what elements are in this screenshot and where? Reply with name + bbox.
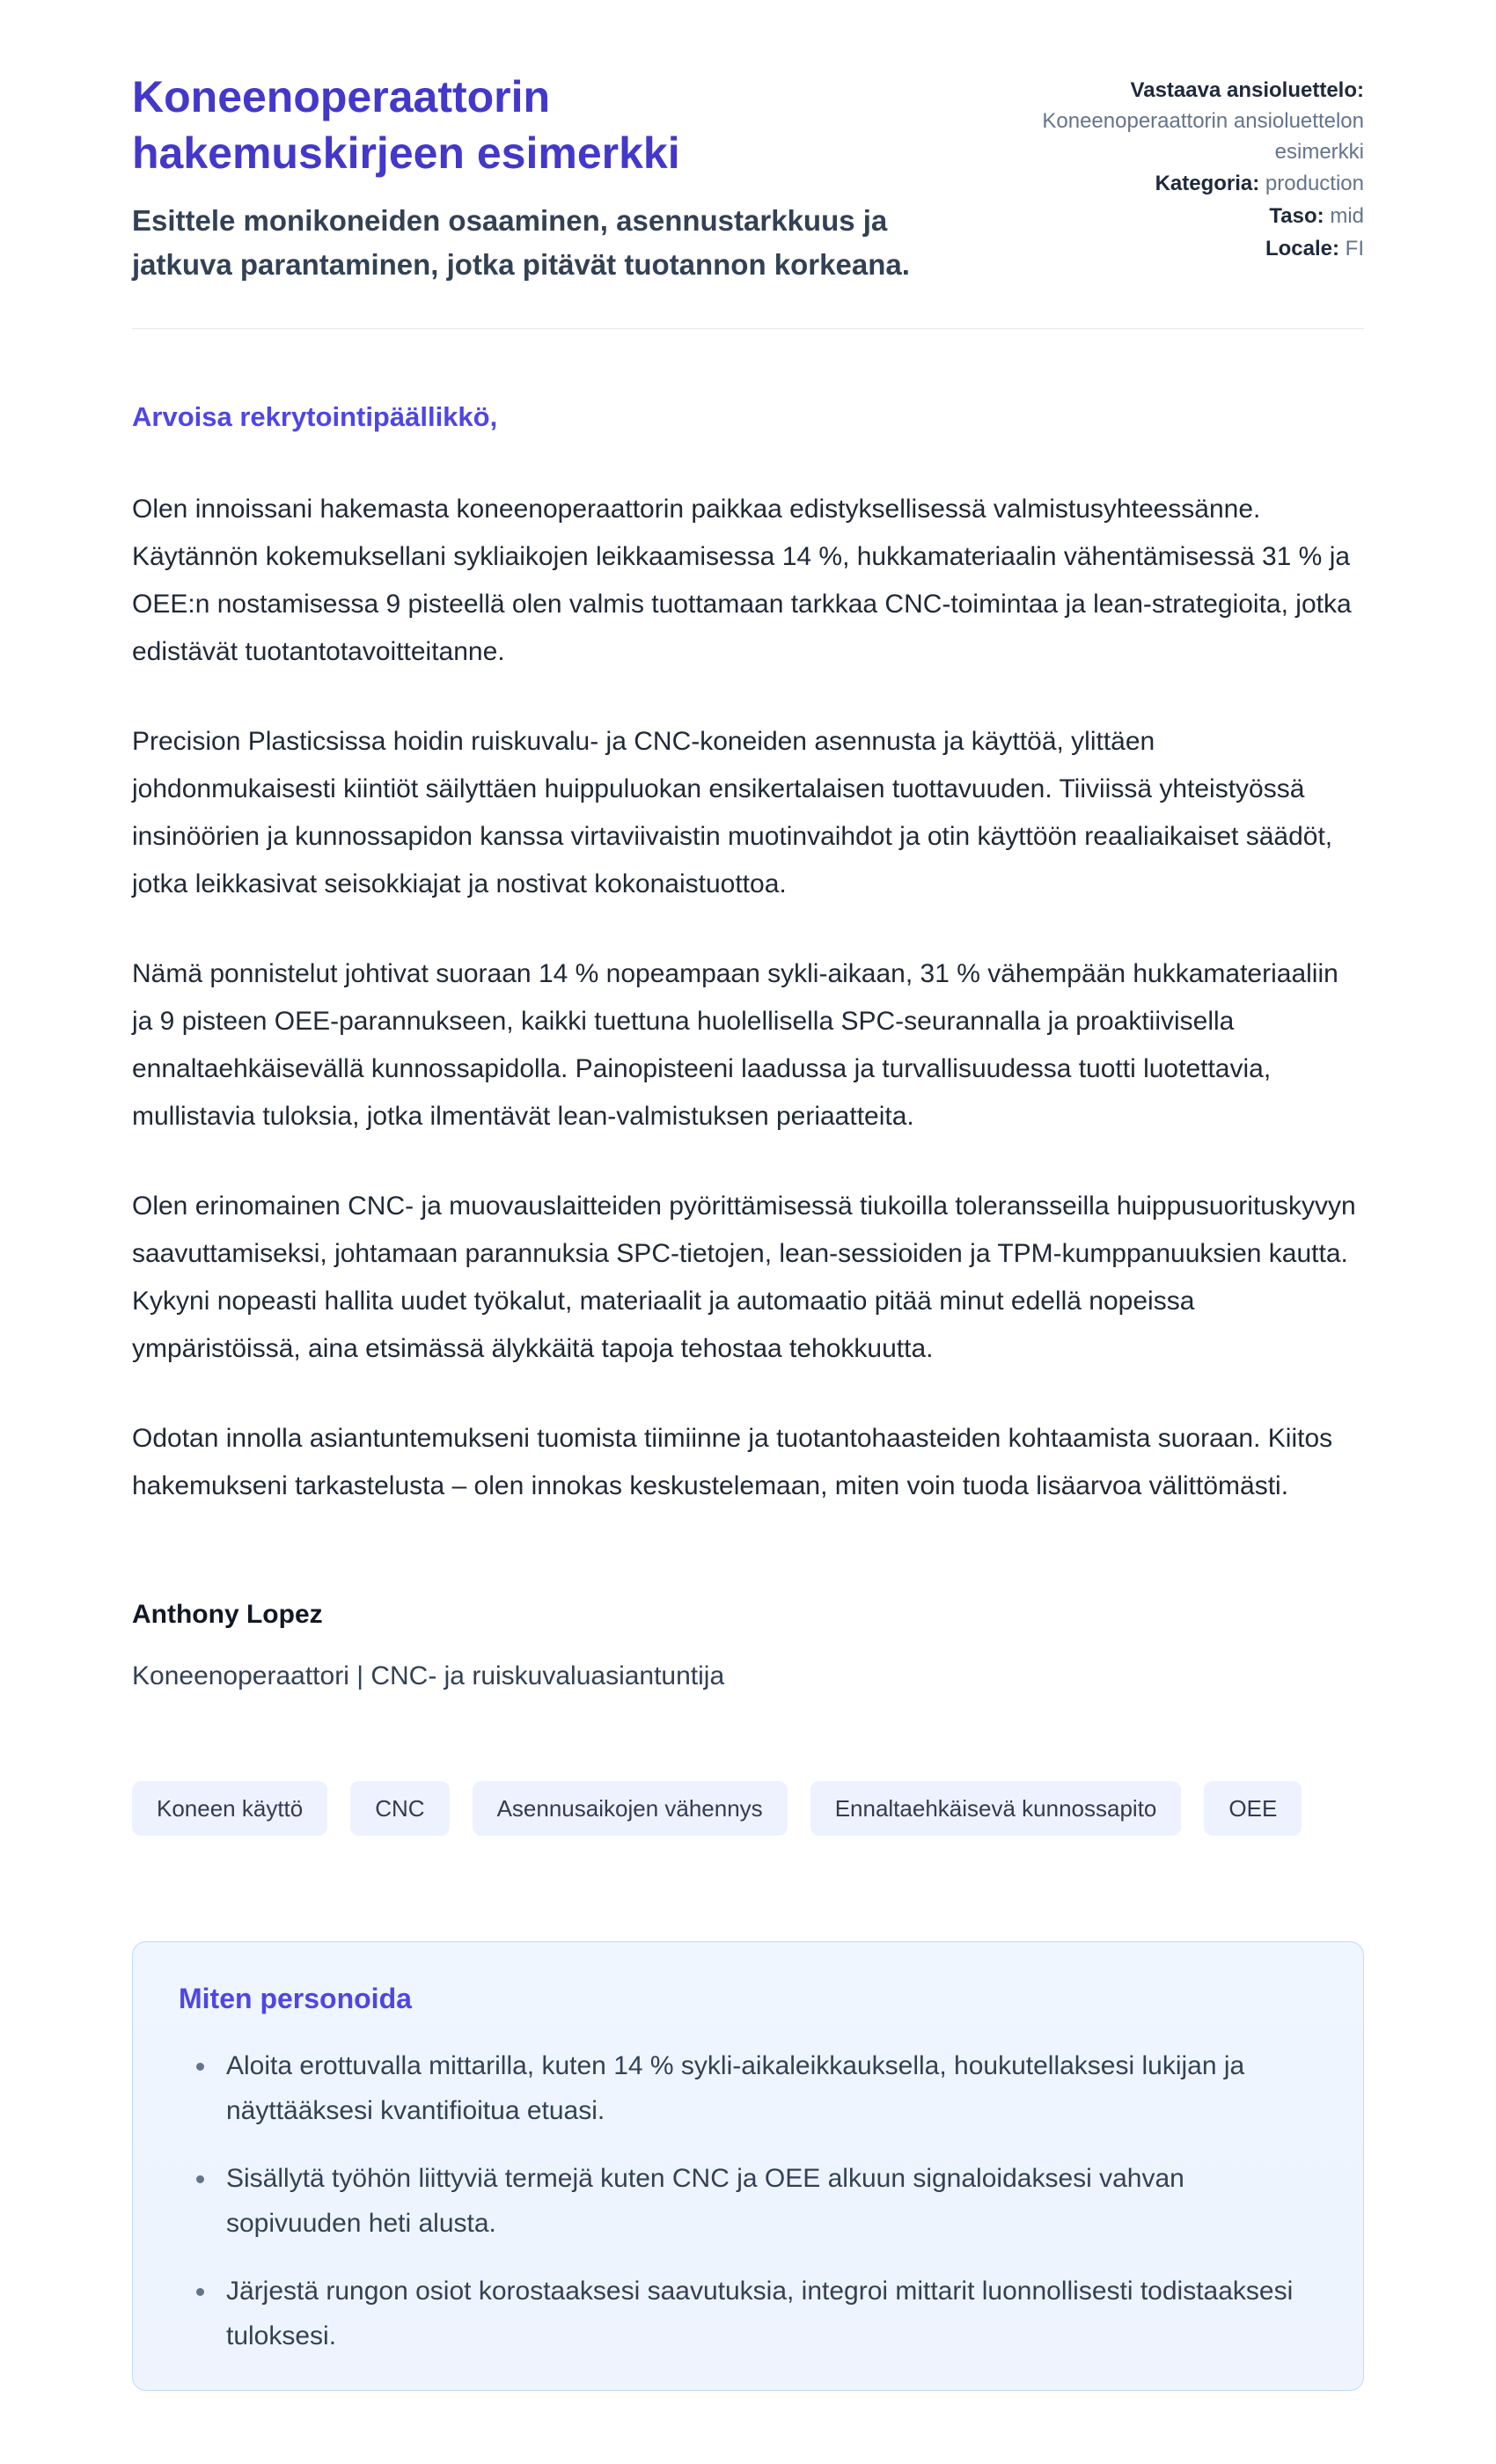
skill-tag: CNC	[350, 1781, 449, 1836]
meta-category-value: production	[1265, 172, 1364, 196]
letter-signature	[132, 1591, 1364, 1700]
letter-paragraph: Olen innoissani hakemasta koneenoperaattorin paikkaa edistyksellisessä valmistusyhteessänne. Käytännön kokemuksellani sykliaikojen leikkaamisessa 14 %, hukkamateriaalin vähentämisessä 31 % ja OEE:n nostamisessa 9 pisteellä olen valmis tuottamaan tarkkaa CNC-toimintaa ja lean-strategioita, jotka edistävät tuotantotavoitteitanne.	[132, 494, 1352, 666]
letter-body	[132, 392, 1364, 1700]
meta-locale-value: FI	[1345, 236, 1364, 260]
signature-name: Anthony Lopez	[132, 1599, 323, 1629]
tip-item: • Järjestä rungon osiot korostaaksesi saavutuksia, integroi mittarit luonnollisesti todistaaksesi tuloksesi.	[217, 2269, 1317, 2358]
letter-paragraph: Olen erinomainen CNC- ja muovauslaitteiden pyörittämisessä tiukoilla toleransseilla huippusuorituskyvyn saavuttamiseksi, johtamaan parannuksia SPC-tietojen, lean-sessioiden ja TPM-kumppanuuksien kautta. Kykyni nopeasti hallita uudet työkalut, materiaalit ja automaatio pitää minut edellä nopeissa ympäristöissä, aina etsimässä älykkäitä tapoja tehostaa tehokkuutta.	[132, 1191, 1356, 1363]
meta-level-value: mid	[1330, 204, 1364, 229]
signature-role: Koneenoperaattori | CNC- ja ruiskuvaluasiantuntija	[132, 1661, 725, 1690]
meta-panel	[968, 69, 1364, 267]
tips-heading: Miten personoida	[179, 1982, 412, 2014]
page-header	[132, 69, 1364, 286]
skill-tag: Asennusaikojen vähennys	[473, 1781, 788, 1836]
meta-locale-label: Locale:	[1265, 236, 1339, 260]
meta-locale	[968, 234, 1364, 265]
tips-list	[179, 2043, 1317, 2358]
page-subtitle: Esittele monikoneiden osaaminen, asennustarkkuus ja jatkuva parantaminen, jotka pitävät tuotannon korkeana.	[132, 204, 910, 281]
meta-matching-resume	[968, 76, 1364, 167]
page-title: Koneenoperaattorin hakemuskirjeen esimerkki	[132, 72, 680, 178]
meta-matching-resume-value: Koneenoperaattorin ansioluettelon esimerkki	[1042, 108, 1364, 164]
tip-item: • Aloita erottuvalla mittarilla, kuten 14 % sykli-aikaleikkauksella, houkutellaksesi lukijan ja näyttääksesi kvantifioitua etuasi.	[217, 2043, 1317, 2133]
skill-tags	[132, 1781, 1364, 1836]
skill-tag: OEE	[1204, 1781, 1302, 1836]
meta-level-label: Taso:	[1269, 204, 1324, 229]
tip-item: • Sisällytä työhön liittyviä termejä kuten CNC ja OEE alkuun signaloidaksesi vahvan sopivuuden heti alusta.	[217, 2156, 1317, 2246]
meta-matching-resume-label: Vastaava ansioluettelo:	[1130, 78, 1364, 102]
header-title-block	[132, 69, 933, 286]
skill-tag: Ennaltaehkäisevä kunnossapito	[810, 1781, 1182, 1836]
letter-paragraph: Precision Plasticsissa hoidin ruiskuvalu- ja CNC-koneiden asennusta ja käyttöä, ylittäen johdonmukaisesti kiintiöt säilyttäen huippuluokan ensikertalaisen tuottavuuden. Tiiviissä yhteistyössä insinöörien ja kunnossapidon kanssa virtaviivaistin muotinvaihdot ja otin käyttöön reaaliaikaiset säädöt, jotka leikkasivat seisokkiajat ja nostivat kokonaistuottoa.	[132, 726, 1333, 898]
letter-paragraph: Nämä ponnistelut johtivat suoraan 14 % nopeampaan sykli-aikaan, 31 % vähempään hukkamateriaaliin ja 9 pisteen OEE-parannukseen, kaikki tuettuna huolellisella SPC-seurannalla ja proaktiivisella ennaltaehkäisevällä kunnossapidolla. Painopisteeni laadussa ja turvallisuudessa tuotti luotettavia, mullistavia tuloksia, jotka ilmentävät lean-valmistuksen periaatteita.	[132, 958, 1338, 1131]
meta-category-label: Kategoria:	[1155, 172, 1260, 196]
meta-level	[968, 202, 1364, 232]
header-divider	[132, 328, 1364, 329]
personalization-tips-callout	[132, 1941, 1364, 2391]
meta-category	[968, 169, 1364, 200]
letter-paragraph: Odotan innolla asiantuntemukseni tuomista tiimiinne ja tuotantohaasteiden kohtaamista suoraan. Kiitos hakemukseni tarkastelusta – olen innokas keskustelemaan, miten voin tuoda lisäarvoa välittömästi.	[132, 1423, 1333, 1500]
letter-salutation: Arvoisa rekrytointipäällikkö,	[132, 401, 498, 432]
skill-tag: Koneen käyttö	[132, 1781, 327, 1836]
